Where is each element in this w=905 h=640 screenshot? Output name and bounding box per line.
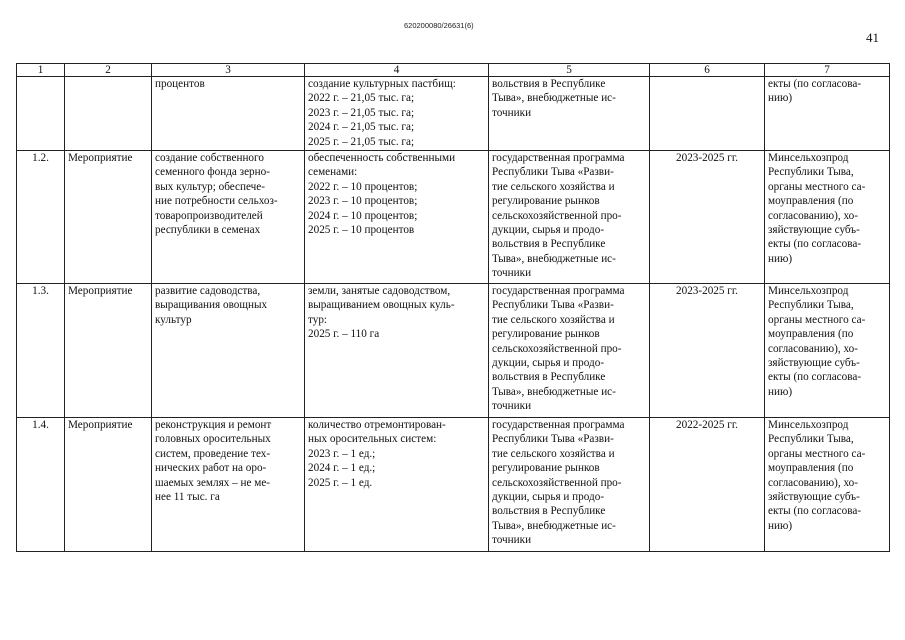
row-period bbox=[650, 77, 765, 151]
row-period: 2022-2025 гг. bbox=[650, 418, 765, 552]
row-source: государственная программа Республики Тыва «Разви- тие сельского хозяйства и регулирование рынков сельскохозяйственной про- дукции, сырья и продо- вольствия в Республике Тыва», внебюджетные ис- точники bbox=[489, 151, 650, 284]
row-source: государственная программа Республики Тыва «Разви- тие сельского хозяйства и регулирование рынков сельскохозяйственной про- дукции, сырья и продо- вольствия в Республике Тыва», внебюджетные ис- точники bbox=[489, 418, 650, 552]
row-number: 1.4. bbox=[17, 418, 65, 552]
row-indicators: количество отремонтирован- ных оросительных систем: 2023 г. – 1 ед.; 2024 г. – 1 ед.; 2025 г. – 1 ед. bbox=[305, 418, 489, 552]
row-description: развитие садоводства, выращивания овощных культур bbox=[152, 284, 305, 418]
row-period: 2023-2025 гг. bbox=[650, 284, 765, 418]
table-row bbox=[17, 418, 890, 552]
row-type bbox=[65, 77, 152, 151]
row-responsible: екты (по согласова- нию) bbox=[765, 77, 890, 151]
row-source: вольствия в Республике Тыва», внебюджетные ис- точники bbox=[489, 77, 650, 151]
row-number bbox=[17, 77, 65, 151]
column-header: 7 bbox=[765, 64, 890, 77]
table-row bbox=[17, 284, 890, 418]
row-period: 2023-2025 гг. bbox=[650, 151, 765, 284]
row-responsible: Минсельхозпрод Республики Тыва, органы местного са- моуправления (по согласованию), хо- зяйствующие субъ- екты (по согласова- нию) bbox=[765, 151, 890, 284]
column-header: 2 bbox=[65, 64, 152, 77]
row-type: Мероприятие bbox=[65, 418, 152, 552]
column-header: 1 bbox=[17, 64, 65, 77]
row-type: Мероприятие bbox=[65, 151, 152, 284]
column-header: 6 bbox=[650, 64, 765, 77]
row-indicators: земли, занятые садоводством, выращиванием овощных куль- тур: 2025 г. – 110 га bbox=[305, 284, 489, 418]
row-responsible: Минсельхозпрод Республики Тыва, органы местного са- моуправления (по согласованию), хо- зяйствующие субъ- екты (по согласова- нию) bbox=[765, 284, 890, 418]
row-description: процентов bbox=[152, 77, 305, 151]
table-row bbox=[17, 77, 890, 151]
column-header-row bbox=[17, 64, 890, 77]
row-indicators: создание культурных пастбищ: 2022 г. – 21,05 тыс. га; 2023 г. – 21,05 тыс. га; 2024 г. – 21,05 тыс. га; 2025 г. – 21,05 тыс. га; bbox=[305, 77, 489, 151]
row-number: 1.3. bbox=[17, 284, 65, 418]
row-responsible: Минсельхозпрод Республики Тыва, органы местного са- моуправления (по согласованию), хо- зяйствующие субъ- екты (по согласова- нию) bbox=[765, 418, 890, 552]
row-description: реконструкция и ремонт головных оросительных систем, проведение тех- нических работ на оро- шаемых землях – не ме- нее 11 тыс. га bbox=[152, 418, 305, 552]
page-number: 41 bbox=[866, 30, 879, 45]
document-id: 620200080/26631(6) bbox=[404, 21, 474, 30]
column-header: 5 bbox=[489, 64, 650, 77]
measures-table bbox=[16, 63, 890, 552]
column-header: 4 bbox=[305, 64, 489, 77]
row-type: Мероприятие bbox=[65, 284, 152, 418]
row-number: 1.2. bbox=[17, 151, 65, 284]
column-header: 3 bbox=[152, 64, 305, 77]
row-description: создание собственного семенного фонда зерно- вых культур; обеспече- ние потребности сельхоз- товаропроизводителей республики в семенах bbox=[152, 151, 305, 284]
row-source: государственная программа Республики Тыва «Разви- тие сельского хозяйства и регулирование рынков сельскохозяйственной про- дукции, сырья и продо- вольствия в Республике Тыва», внебюджетные ис- точники bbox=[489, 284, 650, 418]
table-row bbox=[17, 151, 890, 284]
row-indicators: обеспеченность собственными семенами: 2022 г. – 10 процентов; 2023 г. – 10 процентов; 2024 г. – 10 процентов; 2025 г. – 10 процентов bbox=[305, 151, 489, 284]
